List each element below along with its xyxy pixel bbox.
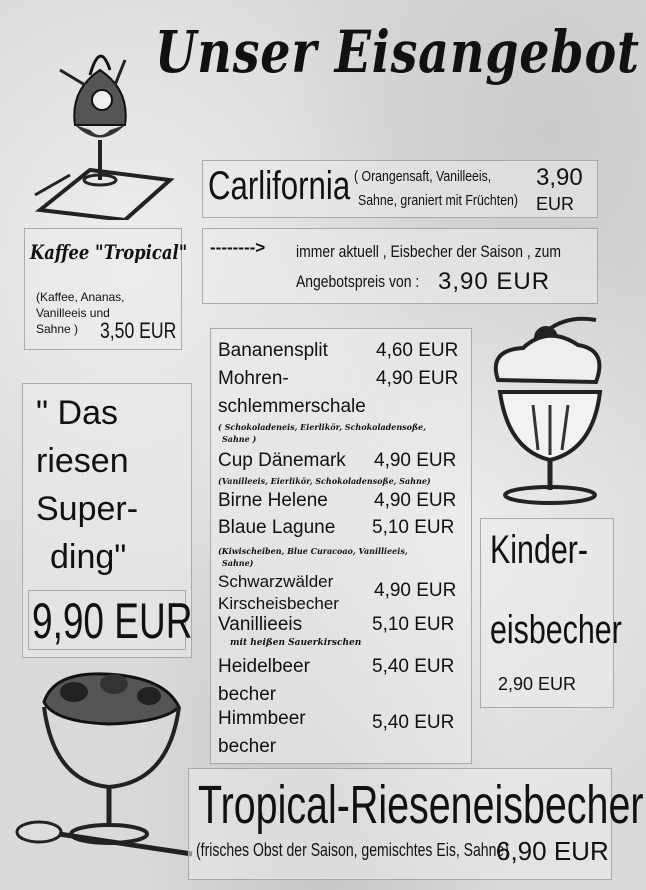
menu-item-price: 4,90 EUR [374, 490, 457, 511]
menu-item-price: 5,40 EUR [372, 656, 455, 677]
riesen-name: Tropical-Rieseneisbecher [198, 775, 644, 835]
menu-item-name: Cup Dänemark [218, 450, 346, 471]
saison-price: 3,90 EUR [438, 268, 551, 295]
menu-item-price: 4,60 EUR [376, 340, 459, 361]
menu-item-name: Heidelbeer [218, 656, 310, 677]
menu-item-note: ( Schokoladeneis, Eierlikör, Schokoladensoße, [218, 422, 426, 432]
saison-line2: Angebotspreis von : [296, 272, 420, 291]
riesen-price: 6,90 EUR [496, 836, 609, 866]
menu-item-note: (Vanilleeis, Eierlikör, Schokoladensoße, Sahne) [218, 476, 431, 486]
menu-item-price: 5,40 EUR [372, 712, 455, 733]
menu-item-price: 4,90 EUR [374, 580, 457, 601]
fruit-sundae-illustration [14, 662, 194, 882]
menu-item-name: Mohren- [218, 368, 289, 389]
sundae-glass-illustration [30, 30, 175, 220]
tropical-coffee-desc1: (Kaffee, Ananas, [36, 290, 125, 304]
tropical-coffee-desc2: Vanilleeis und [36, 306, 110, 320]
menu-item-note: (Kiwischeiben, Blue Curacoao, Vanillieeis, [218, 546, 408, 556]
superding-price: 9,90 EUR [32, 593, 193, 649]
kinder-price: 2,90 EUR [498, 674, 577, 694]
saison-line1: immer aktuell , Eisbecher der Saison , zum [296, 242, 561, 261]
menu-item-name: becher [218, 684, 277, 705]
kinder-line2: eisbecher [490, 608, 622, 652]
california-desc-line1: ( Orangensaft, Vanilleeis, [354, 168, 492, 185]
superding-line3: Super- [36, 490, 139, 528]
superding-line4: ding" [50, 538, 127, 576]
superding-line2: riesen [36, 442, 129, 480]
menu-item-price: 5,10 EUR [372, 614, 455, 635]
california-currency: EUR [536, 194, 575, 214]
tropical-coffee-desc3: Sahne ) [36, 322, 79, 336]
menu-item-name: becher [218, 736, 277, 757]
menu-item-note: Sahne ) [222, 434, 257, 444]
menu-item-name: Birne Helene [218, 490, 328, 511]
menu-item-name: Himmbeer [218, 708, 306, 729]
menu-item-name: Vanillieeis [218, 614, 303, 635]
menu-item-name: Bananensplit [218, 340, 328, 361]
menu-item-note: Sahne) [222, 558, 254, 568]
superding-line1: " Das [36, 394, 118, 432]
california-price: 3,90 [536, 164, 583, 191]
riesen-desc: (frisches Obst der Saison, gemischtes Eis, Sahne) [196, 840, 509, 860]
ice-cream-cup-illustration [488, 310, 614, 510]
menu-item-price: 5,10 EUR [372, 517, 455, 538]
menu-item-name: Blaue Lagune [218, 517, 336, 538]
tropical-coffee-price: 3,50 EUR [100, 318, 177, 343]
kinder-line1: Kinder- [490, 528, 589, 572]
tropical-coffee-name: Kaffee "Tropical" [30, 240, 188, 264]
menu-item-name: Kirscheisbecher [218, 594, 339, 613]
arrow-icon: --------> [210, 238, 266, 257]
california-name: Carlifornia [208, 164, 351, 208]
menu-item-price: 4,90 EUR [376, 368, 459, 389]
page-title: Unser Eisangebot [155, 18, 640, 86]
california-desc-line2: Sahne, graniert mit Früchten) [358, 192, 518, 209]
menu-item-name: schlemmerschale [218, 396, 366, 417]
menu-item-name: Schwarzwälder [218, 572, 334, 591]
menu-item-note: mit heißen Sauerkirschen [230, 638, 362, 648]
menu-item-price: 4,90 EUR [374, 450, 457, 471]
